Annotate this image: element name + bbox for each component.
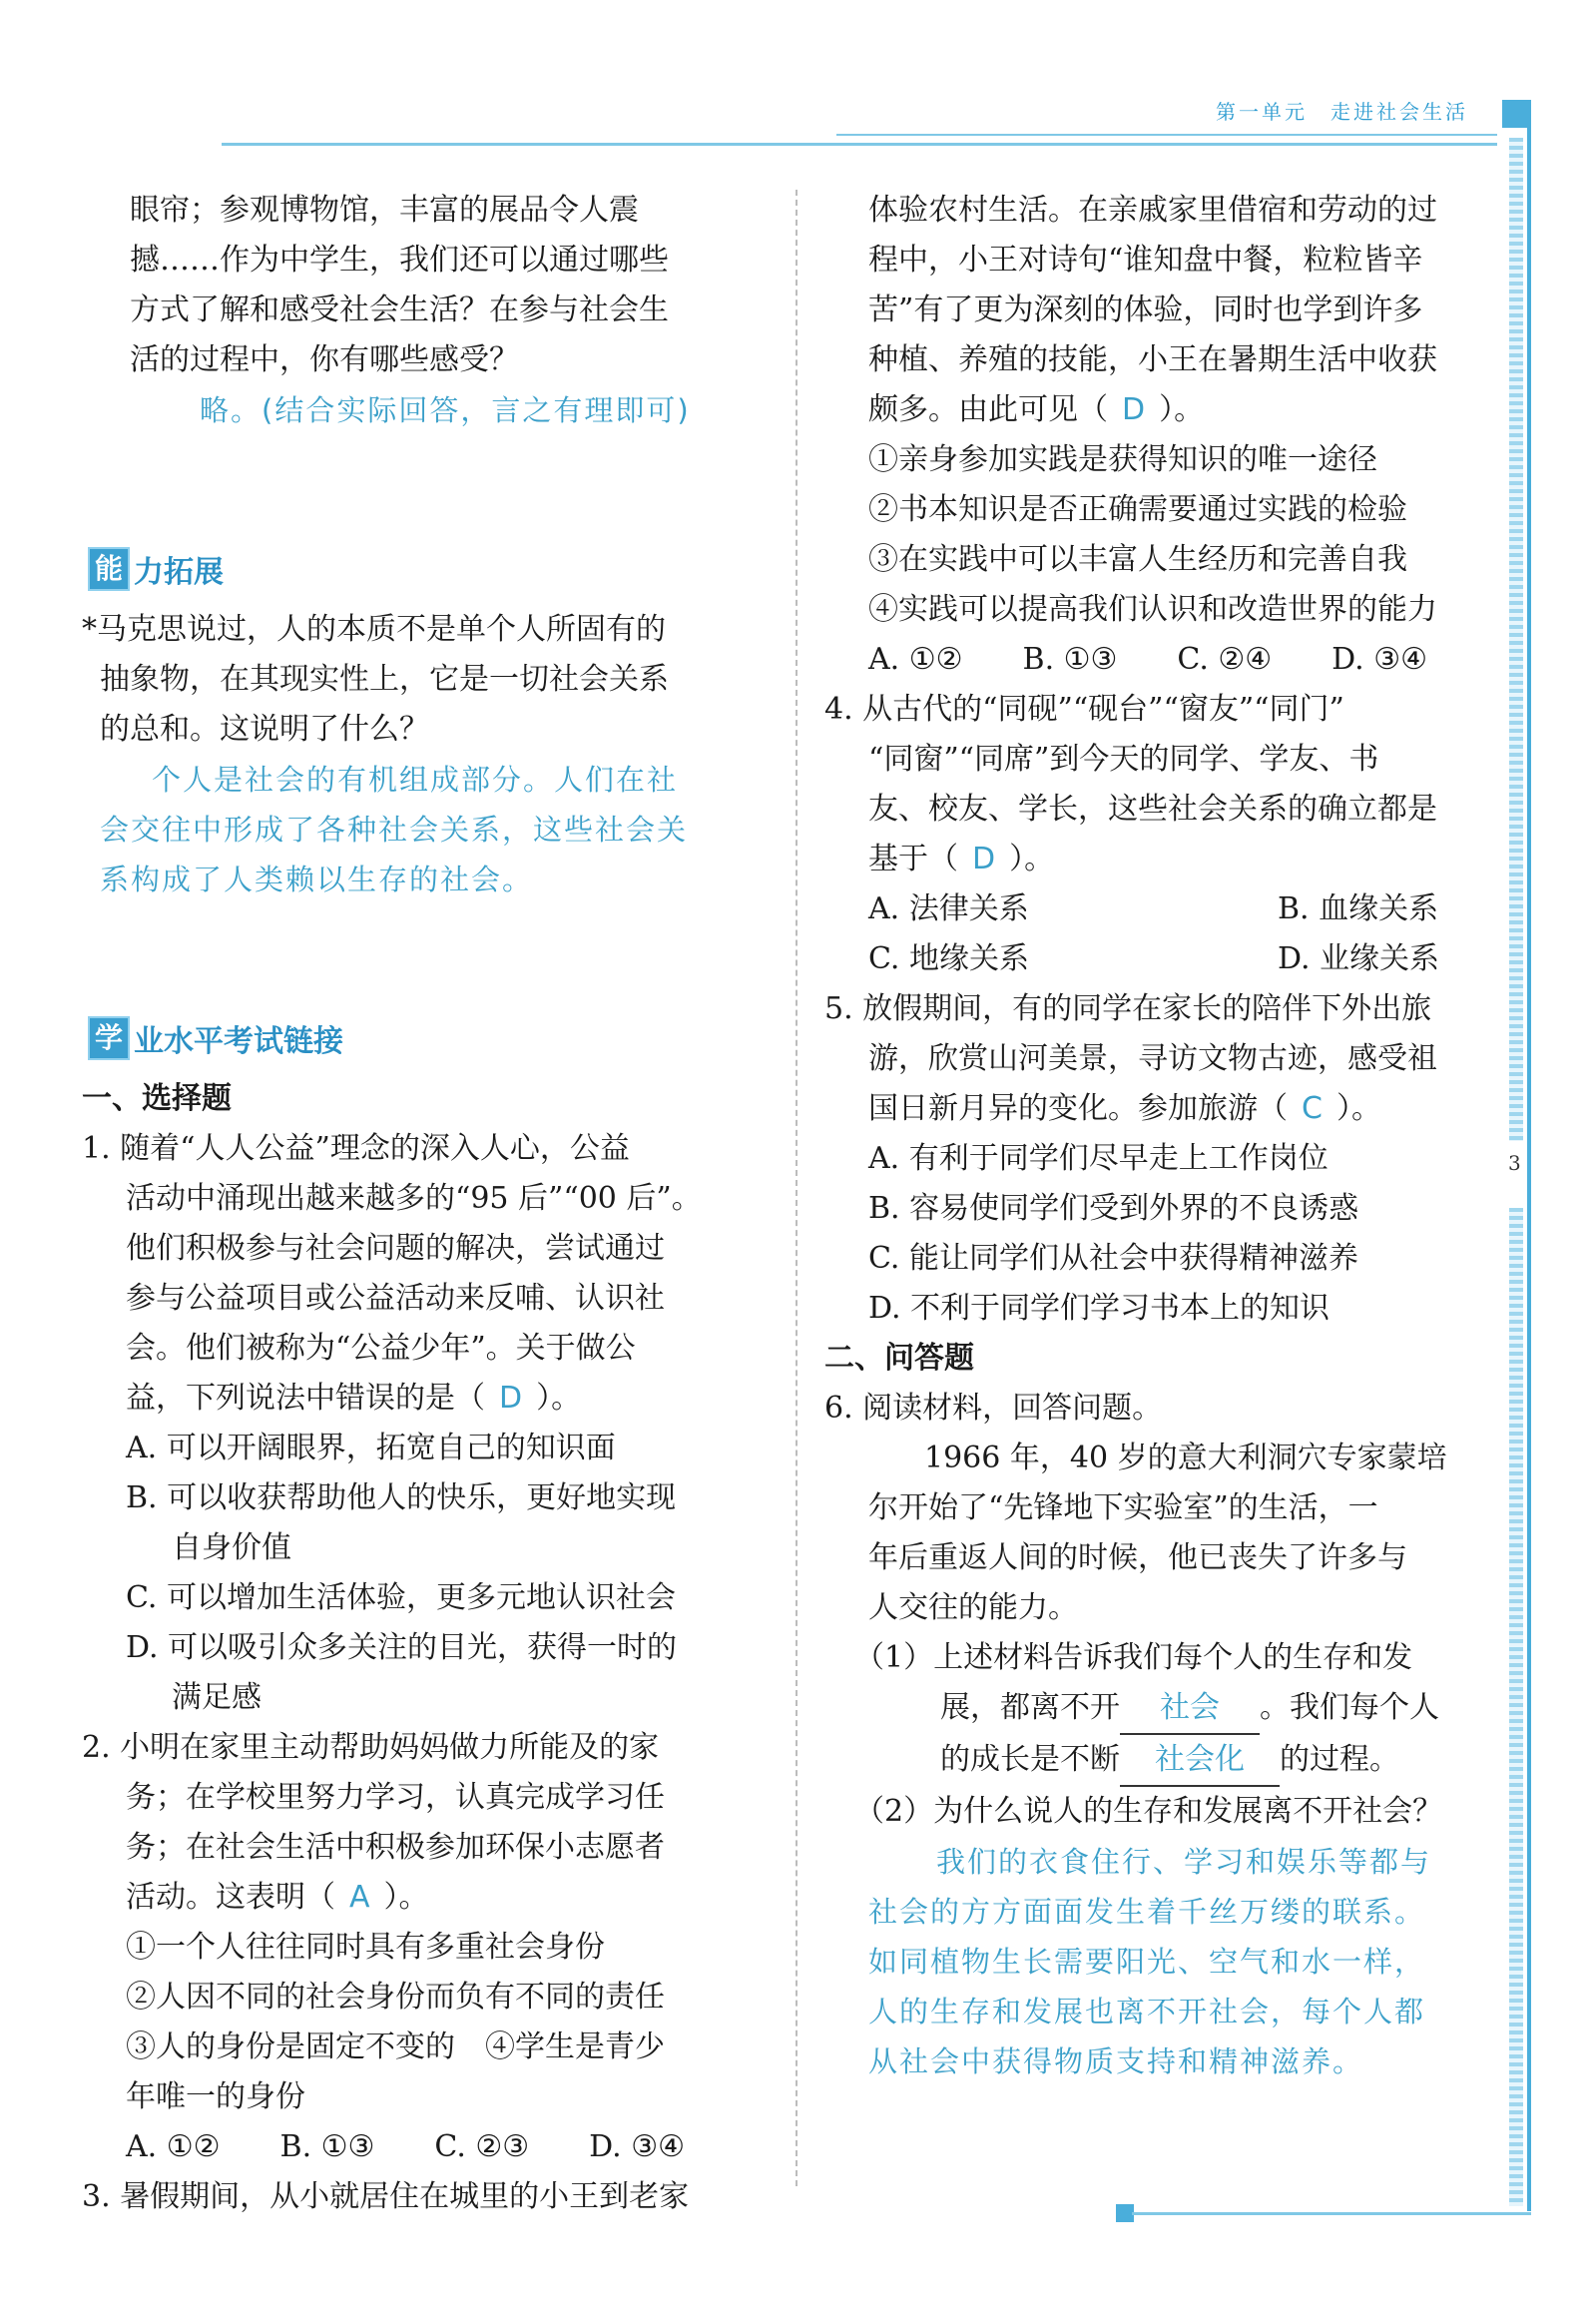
option-a: A. 可以开阔眼界，拓宽自己的知识面 [126, 1431, 616, 1465]
question-2-line: 务；在社会生活中积极参加环保小志愿者 [126, 1830, 665, 1865]
answer-line: 个人是社会的有机组成部分。人们在社 [152, 763, 679, 797]
answer-choice: C [1302, 1091, 1323, 1126]
text-line: 眼帘；参观博物馆，丰富的展品令人震 [130, 193, 639, 228]
question-5-line: 5. 放假期间，有的同学在家长的陪伴下外出旅 [824, 991, 1432, 1026]
question-text: ）。 [383, 1880, 429, 1915]
options-row [824, 934, 1513, 984]
option-b-cont: 自身价值 [172, 1530, 291, 1565]
option-b: B. 容易使同学们受到外界的不良诱惑 [868, 1191, 1359, 1226]
statement-item: ①一个人往往同时具有多重社会身份 [126, 1930, 605, 1965]
question-text: 活动。这表明（ [126, 1880, 335, 1915]
question-3-line: 程中，小王对诗句“谁知盘中餐，粒粒皆辛 [868, 243, 1423, 278]
question-text: 颇多。由此可见（ [868, 392, 1108, 427]
option-b: B. 血缘关系 [1278, 891, 1439, 926]
question-3-line: 苦”有了更为深刻的体验，同时也学到许多 [868, 292, 1423, 327]
fill-blank-answer: 社会化 [1120, 1735, 1280, 1787]
question-1-line [82, 1374, 781, 1424]
question-4-line: 4. 从古代的“同砚”“砚台”“窗友”“同门” [824, 692, 1344, 727]
header-rule-top [836, 134, 1497, 136]
section-box-icon: 能 [88, 547, 130, 591]
header-tab-marker [1502, 100, 1530, 128]
material-line: 人交往的能力。 [868, 1590, 1078, 1625]
section-title: 力拓展 [134, 555, 224, 590]
answer-line: 社会的方方面面发生着千丝万缕的联系。 [868, 1895, 1426, 1929]
question-1-line: 他们积极参与社会问题的解决，尝试通过 [126, 1231, 665, 1266]
statement-item: ④实践可以提高我们认识和改造世界的能力 [868, 592, 1437, 627]
statement-item: 年唯一的身份 [126, 2079, 305, 2114]
text-line: 活的过程中，你有哪些感受？ [130, 342, 519, 377]
statement-item: ③人的身份是固定不变的 ④学生是青少 [126, 2029, 665, 2064]
question-text: 展，都离不开 [940, 1690, 1120, 1725]
answer-choice: D [499, 1381, 523, 1416]
section-box-icon: 学 [88, 1016, 130, 1060]
column-divider [796, 190, 798, 2186]
question-text: ）。 [1009, 842, 1055, 876]
option-c: C. 地缘关系 [868, 941, 1029, 976]
intro-answer: 略。(结合实际回答，言之有理即可) [200, 393, 691, 427]
question-text: ）。 [1335, 1091, 1381, 1126]
answer-choice: D [1122, 392, 1146, 427]
question-text: 的成长是不断 [940, 1742, 1120, 1777]
question-1-line: 参与公益项目或公益活动来反哺、认识社 [126, 1281, 665, 1316]
fill-blank-answer: 社会 [1120, 1683, 1260, 1735]
text-line: 方式了解和感受社会生活？在参与社会生 [130, 292, 669, 327]
part-heading: 二、问答题 [824, 1341, 974, 1376]
question-6-title: 6. 阅读材料，回答问题。 [824, 1391, 1163, 1426]
question-text: 益，下列说法中错误的是（ [126, 1381, 485, 1416]
footer-rule [1132, 2212, 1531, 2215]
question-1-line: 会。他们被称为“公益少年”。关于做公 [126, 1331, 636, 1366]
question-1-line: 1. 随着“人人公益”理念的深入人心，公益 [82, 1131, 630, 1166]
option-d-cont: 满足感 [172, 1680, 262, 1715]
options-row [824, 884, 1513, 934]
material-line: 1966 年，40 岁的意大利洞穴专家蒙培 [924, 1441, 1447, 1475]
question-text: 国日新月异的变化。参加旅游（ [868, 1091, 1288, 1126]
page-number: 3 [1508, 1151, 1521, 1175]
question-text: 基于（ [868, 842, 958, 876]
right-questions [824, 186, 1513, 2086]
question-text: ）。 [1159, 392, 1205, 427]
section-ability-extension [88, 547, 224, 591]
left-intro [130, 186, 779, 435]
question-4-line: “同窗”“同席”到今天的同学、学友、书 [868, 742, 1379, 777]
left-questions [82, 1074, 781, 2222]
question-3-line: 体验农村生活。在亲戚家里借宿和劳动的过 [868, 193, 1437, 228]
question-3-line: 3. 暑假期间，从小就居住在城里的小王到老家 [82, 2179, 690, 2214]
text-line: 的总和。这说明了什么？ [100, 712, 429, 747]
question-1-line: 活动中涌现出越来越多的“95 后”“00 后”。 [126, 1181, 702, 1216]
answer-choice: A [349, 1880, 370, 1915]
option-c: C. 能让同学们从社会中获得精神滋养 [868, 1241, 1358, 1276]
question-text: ）。 [536, 1381, 582, 1416]
option-c: C. 可以增加生活体验，更多元地认识社会 [126, 1580, 676, 1615]
question-2-line: 2. 小明在家里主动帮助妈妈做力所能及的家 [82, 1730, 660, 1765]
options-row: A. ①② B. ①③ C. ②④ D. ③④ [868, 642, 1428, 677]
statement-item: ②书本知识是否正确需要通过实践的检验 [868, 492, 1407, 527]
text-line: *马克思说过，人的本质不是单个人所固有的 [82, 612, 666, 647]
question-text: 。我们每个人 [1260, 1690, 1439, 1725]
section-exam-link [88, 1016, 343, 1060]
option-a: A. 有利于同学们尽早走上工作岗位 [868, 1141, 1329, 1176]
text-line: 抽象物，在其现实性上，它是一切社会关系 [100, 662, 669, 697]
material-line: 尔开始了“先锋地下实验室”的生活，一 [868, 1490, 1378, 1525]
question-4-line [824, 835, 1513, 884]
option-d: D. 不利于同学们学习书本上的知识 [868, 1291, 1330, 1326]
options-row: A. ①② B. ①③ C. ②③ D. ③④ [126, 2129, 686, 2164]
statement-item: ②人因不同的社会身份而负有不同的责任 [126, 1980, 665, 2015]
sub-question-1-line [824, 1683, 1513, 1735]
sub-question-1: （1）上述材料告诉我们每个人的生存和发 [854, 1640, 1413, 1675]
option-b: B. 可以收获帮助他人的快乐，更好地实现 [126, 1480, 677, 1515]
text-line: 撼……作为中学生，我们还可以通过哪些 [130, 243, 669, 278]
part-heading: 一、选择题 [82, 1081, 232, 1116]
side-edge-line [1527, 100, 1531, 2211]
question-3-line: 种植、养殖的技能，小王在暑期生活中收获 [868, 342, 1437, 377]
answer-line: 如同植物生长需要阳光、空气和水一样， [868, 1945, 1426, 1979]
answer-choice: D [972, 842, 996, 876]
marx-question [82, 605, 781, 904]
option-d: D. 可以吸引众多关注的目光，获得一时的 [126, 1630, 678, 1665]
question-4-line: 友、校友、学长，这些社会关系的确立都是 [868, 792, 1437, 827]
question-2-line: 务；在学校里努力学习，认真完成学习任 [126, 1780, 665, 1815]
unit-header: 第一单元 走进社会生活 [1216, 100, 1468, 124]
option-a: A. 法律关系 [868, 891, 1029, 926]
answer-line: 人的生存和发展也离不开社会，每个人都 [868, 1995, 1426, 2029]
answer-line: 会交往中形成了各种社会关系，这些社会关 [100, 813, 689, 847]
material-line: 年后重返人间的时候，他已丧失了许多与 [868, 1540, 1407, 1575]
statement-item: ③在实践中可以丰富人生经历和完善自我 [868, 542, 1407, 577]
question-text: 的过程。 [1280, 1742, 1399, 1777]
question-5-line: 游，欣赏山河美景，寻访文物古迹，感受祖 [868, 1041, 1437, 1076]
question-5-line [824, 1084, 1513, 1134]
option-d: D. 业缘关系 [1278, 941, 1440, 976]
header-rule [222, 143, 1497, 146]
sub-question-1-line [824, 1735, 1513, 1787]
section-title: 业水平考试链接 [134, 1024, 343, 1059]
question-2-line [82, 1873, 781, 1923]
sub-question-2: （2）为什么说人的生存和发展离不开社会？ [854, 1794, 1443, 1829]
statement-item: ①亲身参加实践是获得知识的唯一途径 [868, 442, 1377, 477]
answer-line: 从社会中获得物质支持和精神滋养。 [868, 2044, 1364, 2078]
answer-line: 系构成了人类赖以生存的社会。 [100, 863, 534, 896]
answer-line: 我们的衣食住行、学习和娱乐等都与 [936, 1845, 1432, 1879]
question-3-line [824, 385, 1513, 435]
